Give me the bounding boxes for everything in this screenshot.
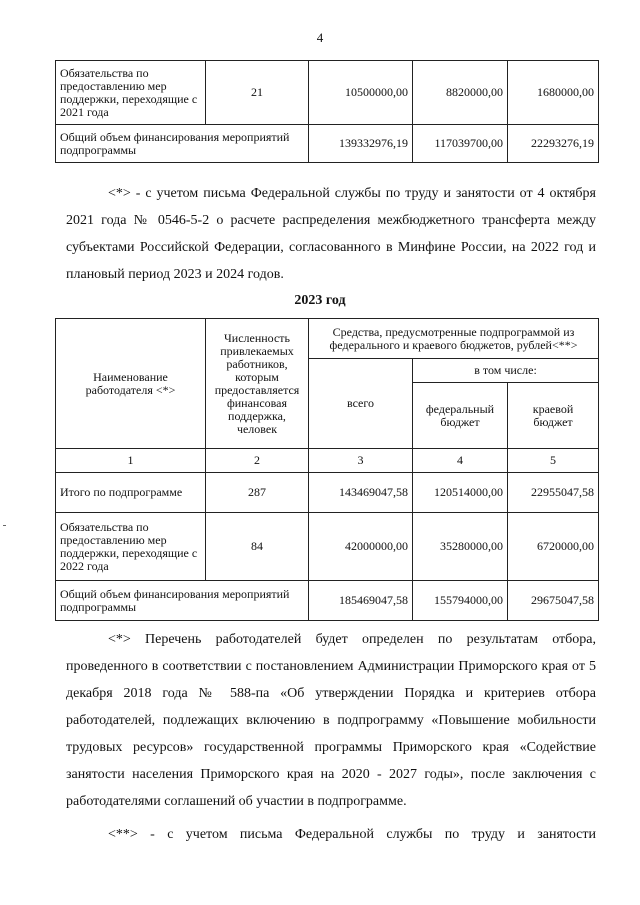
column-number: 1 — [56, 449, 206, 473]
row-total: 10500000,00 — [309, 61, 413, 125]
row-regional: 22955047,58 — [508, 473, 599, 513]
column-number-row — [56, 449, 599, 473]
row-total: 139332976,19 — [309, 125, 413, 163]
section-heading-2023: 2023 год — [294, 293, 346, 308]
row-total: 42000000,00 — [309, 513, 413, 581]
funding-table-2022-continued — [55, 60, 599, 163]
table-row — [56, 581, 599, 621]
header-regional: краевой бюджет — [508, 383, 599, 449]
footnote-text: <**> - с учетом письма Федеральной службы по труду и занятости — [108, 827, 596, 842]
row-name: Итого по подпрограмме — [56, 473, 206, 513]
table-row — [56, 473, 599, 513]
header-employer: Наименование работодателя <*> — [56, 319, 206, 449]
row-name: Обязательства по предоставлению мер поддержки, переходящие с 2022 года — [56, 513, 206, 581]
footnote-letter-2021 — [66, 180, 596, 288]
row-name: Общий объем финансирования мероприятий подпрограммы — [56, 125, 309, 163]
row-regional: 22293276,19 — [508, 125, 599, 163]
header-federal: федеральный бюджет — [413, 383, 508, 449]
footnote-letter-continued — [66, 821, 596, 848]
row-name: Обязательства по предоставлению мер поддержки, переходящие с 2021 года — [56, 61, 206, 125]
row-total: 185469047,58 — [309, 581, 413, 621]
header-funds: Средства, предусмотренные подпрограммой из федерального и краевого бюджетов, рублей<**> — [309, 319, 599, 359]
table-row — [56, 125, 599, 163]
row-federal: 155794000,00 — [413, 581, 508, 621]
row-count: 287 — [206, 473, 309, 513]
row-regional: 29675047,58 — [508, 581, 599, 621]
column-number: 2 — [206, 449, 309, 473]
header-total: всего — [309, 359, 413, 449]
footnote-employer-list — [66, 626, 596, 815]
row-federal: 8820000,00 — [413, 61, 508, 125]
footnote-text: <*> Перечень работодателей будет определен по результатам отбора, проведенного в соответствии с постановлением Администрации Приморского края от 5 декабря 2018 года № 588-па «Об утверждении Порядка и критериев отбора работодателей, подлежащих включению в подпрограмму «Повышение мобильности трудовых ресурсов» государственной программы Приморского края «Содействие занятости населения Приморского края на 2020 - 2027 годы», после заключения с работодателями соглашений об участии в подпрограмме. — [66, 632, 596, 809]
table-header-row — [56, 319, 599, 359]
row-federal: 35280000,00 — [413, 513, 508, 581]
column-number: 5 — [508, 449, 599, 473]
table-row — [56, 61, 599, 125]
row-total: 143469047,58 — [309, 473, 413, 513]
column-number: 4 — [413, 449, 508, 473]
row-count: 21 — [206, 61, 309, 125]
header-including: в том числе: — [413, 359, 599, 383]
funding-table-2023 — [55, 318, 599, 621]
row-count: 84 — [206, 513, 309, 581]
row-federal: 117039700,00 — [413, 125, 508, 163]
page-number: 4 — [316, 30, 324, 45]
row-name: Общий объем финансирования мероприятий подпрограммы — [56, 581, 309, 621]
footnote-text: <*> - с учетом письма Федеральной службы по труду и занятости от 4 октября 2021 года № 0546-5-2 о расчете распределения межбюджетного трансферта между субъектами Российской Федерации, согласованного в Минфине России, на 2022 год и плановый период 2023 и 2024 годов. — [66, 186, 596, 282]
table-row — [56, 513, 599, 581]
column-number: 3 — [309, 449, 413, 473]
row-regional: 6720000,00 — [508, 513, 599, 581]
header-count: Численность привлекаемых работников, которым предоставляется финансовая поддержка, человек — [206, 319, 309, 449]
margin-mark — [3, 525, 6, 526]
row-regional: 1680000,00 — [508, 61, 599, 125]
row-federal: 120514000,00 — [413, 473, 508, 513]
